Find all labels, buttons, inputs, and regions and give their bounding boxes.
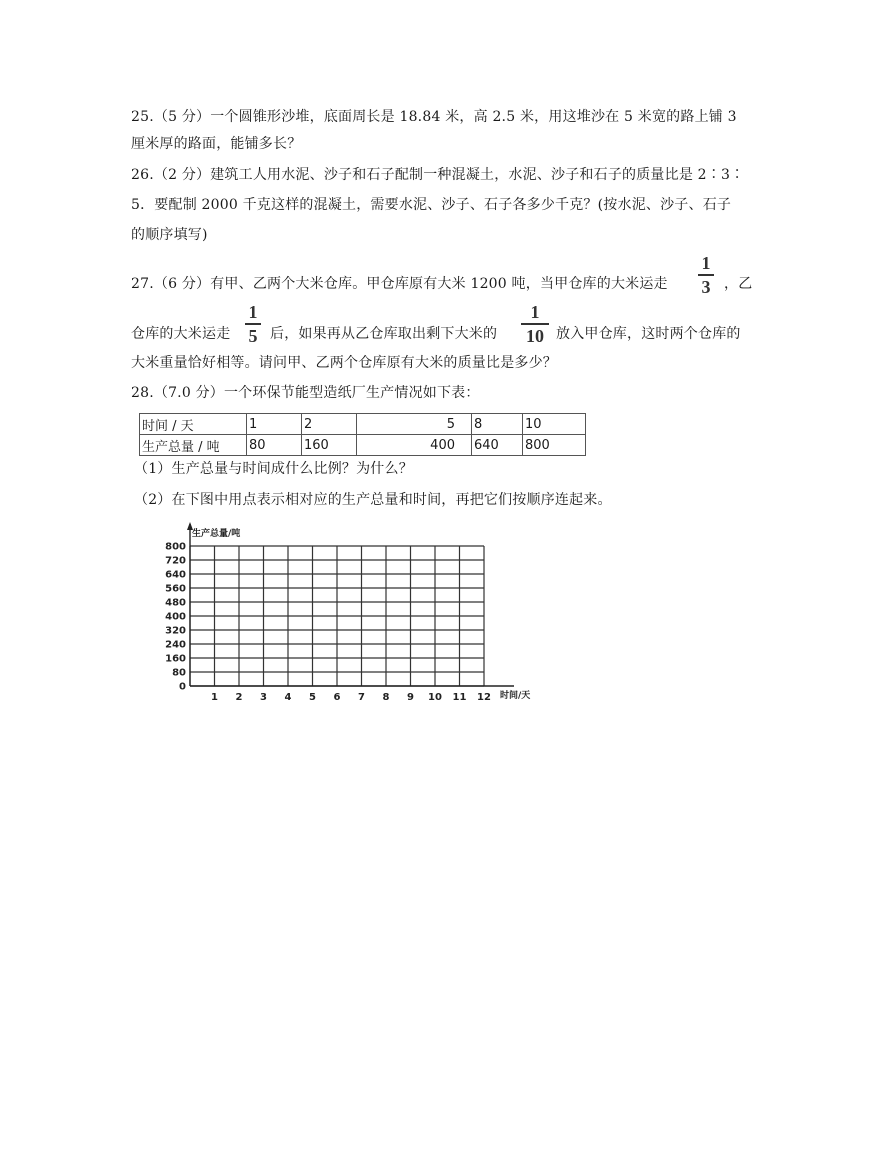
x-tick-label: 5 bbox=[309, 692, 316, 703]
table-row bbox=[140, 414, 586, 435]
table-cell: 2 bbox=[302, 414, 357, 435]
fraction-one-tenth bbox=[521, 303, 549, 345]
fraction-bar bbox=[245, 323, 261, 325]
q27-line2-c: 放入甲仓库，这时两个仓库的 bbox=[556, 326, 741, 342]
q27-line1-b: ，乙 bbox=[724, 276, 753, 292]
y-tick-label: 0 bbox=[179, 681, 186, 693]
x-tick-label: 11 bbox=[452, 692, 467, 703]
y-tick-labels bbox=[165, 542, 186, 693]
q26-line3: 的顺序填写) bbox=[131, 227, 208, 243]
table-cell: 400 bbox=[357, 435, 472, 456]
fraction-one-fifth bbox=[245, 303, 261, 345]
q28-line1: 28.（7.0 分）一个环保节能型造纸厂生产情况如下表： bbox=[131, 385, 480, 401]
production-chart bbox=[150, 520, 570, 714]
table-cell: 1 bbox=[247, 414, 302, 435]
fraction-numerator: 1 bbox=[530, 302, 540, 322]
fraction-denominator: 3 bbox=[701, 276, 711, 297]
table-header-total: 生产总量 / 吨 bbox=[140, 435, 247, 456]
x-tick-label: 7 bbox=[358, 692, 365, 703]
x-tick-label: 4 bbox=[284, 692, 292, 703]
y-tick-label: 800 bbox=[165, 541, 186, 553]
y-tick-label: 720 bbox=[165, 555, 186, 567]
x-tick-label: 12 bbox=[477, 692, 491, 703]
table-cell: 640 bbox=[472, 435, 523, 456]
y-tick-label: 480 bbox=[165, 597, 186, 609]
x-tick-label: 3 bbox=[260, 692, 267, 703]
q27-line1-a: 27.（6 分）有甲、乙两个大米仓库。甲仓库原有大米 1200 吨，当甲仓库的大米运走 bbox=[131, 276, 668, 292]
table-cell: 160 bbox=[302, 435, 357, 456]
table-cell: 10 bbox=[523, 414, 586, 435]
table-cell: 800 bbox=[523, 435, 586, 456]
table-row bbox=[140, 435, 586, 456]
q27-line3: 大米重量恰好相等。请问甲、乙两个仓库原有大米的质量比是多少？ bbox=[131, 355, 557, 371]
x-tick-label: 9 bbox=[407, 692, 414, 703]
q28-sub1: （1）生产总量与时间成什么比例？为什么？ bbox=[134, 461, 413, 477]
fraction-bar bbox=[521, 323, 549, 325]
y-tick-label: 560 bbox=[165, 583, 186, 595]
x-axis-label: 时间/天 bbox=[500, 691, 531, 701]
x-tick-label: 1 bbox=[211, 692, 218, 703]
fraction-numerator: 1 bbox=[701, 253, 711, 273]
x-tick-label: 6 bbox=[333, 692, 341, 703]
y-tick-label: 240 bbox=[165, 639, 186, 651]
q27-line2-a: 仓库的大米运走 bbox=[131, 326, 231, 342]
fraction-numerator: 1 bbox=[248, 302, 258, 322]
y-tick-label: 320 bbox=[165, 625, 186, 637]
table-header-time: 时间 / 天 bbox=[140, 414, 247, 435]
x-tick-labels bbox=[211, 692, 491, 703]
q25-line1: 25.（5 分）一个圆锥形沙堆，底面周长是 18.84 米，高 2.5 米，用这堆沙在 5 米宽的路上铺 3 bbox=[131, 109, 737, 125]
x-tick-label: 8 bbox=[382, 692, 390, 703]
chart-grid bbox=[190, 546, 484, 686]
fraction-bar bbox=[698, 274, 714, 276]
q28-sub2: （2）在下图中用点表示相对应的生产总量和时间，再把它们按顺序连起来。 bbox=[134, 492, 612, 508]
q27-line2-b: 后，如果再从乙仓库取出剩下大米的 bbox=[270, 326, 498, 342]
y-tick-label: 80 bbox=[172, 667, 186, 679]
q26-line1: 26.（2 分）建筑工人用水泥、沙子和石子配制一种混凝土，水泥、沙子和石子的质量比是 2∶3∶ bbox=[131, 167, 745, 183]
fraction-one-third bbox=[698, 254, 714, 296]
q26-line2: 5．要配制 2000 千克这样的混凝土，需要水泥、沙子、石子各多少千克？(按水泥、沙子、石子 bbox=[131, 197, 732, 213]
table-cell: 80 bbox=[247, 435, 302, 456]
y-axis-label: 生产总量/吨 bbox=[192, 529, 241, 539]
fraction-denominator: 5 bbox=[248, 325, 258, 346]
x-tick-label: 2 bbox=[235, 692, 243, 703]
table-cell: 5 bbox=[357, 414, 472, 435]
q25-line2: 厘米厚的路面，能铺多长？ bbox=[131, 136, 302, 152]
table-cell: 8 bbox=[472, 414, 523, 435]
fraction-denominator: 10 bbox=[526, 325, 544, 346]
x-tick-label: 10 bbox=[428, 692, 442, 703]
y-tick-label: 400 bbox=[165, 611, 186, 623]
y-tick-label: 160 bbox=[165, 653, 186, 665]
production-table bbox=[139, 413, 586, 456]
y-tick-label: 640 bbox=[165, 569, 186, 581]
